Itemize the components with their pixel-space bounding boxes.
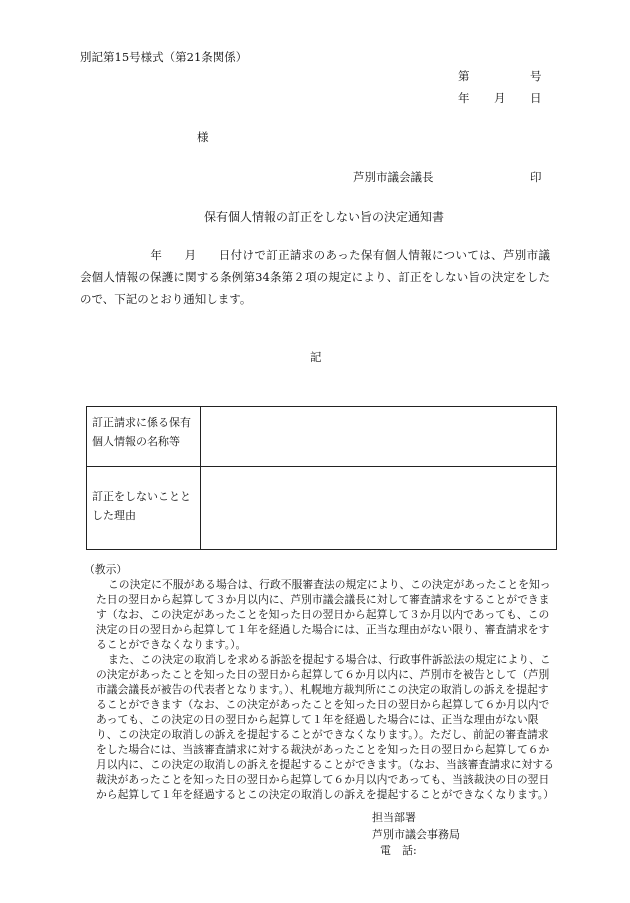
teaching-paragraph-1: この決定に不服がある場合は、行政不服審査法の規定により、この決定があったことを知った日の翌日から起算して３か月以内に、芦別市議会議長に対して審査請求をすることができます（なお、この決定があったことを知った日の翌日から起算して３か月以内であっても、この決定の日の翌日から起算して１年を経過した場合には、正当な理由がない限り、審査請求をすることができなくなります。）。 bbox=[96, 578, 551, 651]
body-month: 月 bbox=[184, 248, 197, 262]
table-value-reason[interactable] bbox=[201, 467, 557, 550]
table-value-name[interactable] bbox=[201, 407, 557, 467]
form-reference: 別記第15号様式（第21条関係） bbox=[80, 50, 248, 64]
seal-mark: 印 bbox=[530, 170, 542, 184]
doc-number-suffix: 号 bbox=[530, 69, 542, 83]
info-table bbox=[86, 406, 557, 550]
date-day: 日 bbox=[530, 91, 542, 105]
sender-name: 芦別市議会議長 bbox=[353, 170, 434, 184]
table-row bbox=[87, 407, 557, 467]
document-title: 保有個人情報の訂正をしない旨の決定通知書 bbox=[204, 210, 445, 224]
table-label-reason: 訂正をしないこととした理由 bbox=[87, 467, 201, 550]
contact-phone-label: 電 話: bbox=[380, 844, 417, 857]
contact-department-label: 担当部署 bbox=[372, 811, 416, 824]
body-paragraph bbox=[80, 244, 550, 310]
recipient-honorific: 様 bbox=[197, 130, 209, 144]
table-label-name: 訂正請求に係る保有個人情報の名称等 bbox=[87, 407, 201, 467]
teaching-section bbox=[84, 562, 556, 802]
date-month: 月 bbox=[494, 91, 506, 105]
body-year: 年 bbox=[150, 248, 163, 262]
teaching-heading: （教示） bbox=[84, 563, 128, 576]
date-year: 年 bbox=[458, 91, 470, 105]
teaching-paragraph-2: また、この決定の取消しを求める訴訟を提起する場合は、行政事件訴訟法の規定により、この決定があったことを知った日の翌日から起算して６か月以内に、芦別市を被告として（芦別市議会議長が被告の代表者となります。）、札幌地方裁判所にこの決定の取消しの訴えを提起することができます（なお、この決定があったことを知った日の翌日から起算して６か月以内であっても、この決定の日の翌日から起算して１年を経過した場合には、正当な理由がない限り、この決定の取消しの訴えを提起することができなくなります。）。ただし、前記の審査請求をした場合には、当該審査請求に対する裁決があったことを知った日の翌日から起算して６か月以内に、この決定の取消しの訴えを提起することができます。（なお、当該審査請求に対する裁決があったことを知った日の翌日から起算して６か月以内であっても、当該裁決の日の翌日から起算して１年を経過するとこの決定の取消しの訴えを提起することができなくなります。） bbox=[96, 653, 554, 801]
body-text: 日付けで訂正請求のあった保有個人情報については、芦別市議会個人情報の保護に関する条例第34条第２項の規定により、訂正をしない旨の決定をしたので、下記のとおり通知します。 bbox=[80, 248, 551, 306]
contact-department: 芦別市議会事務局 bbox=[372, 828, 460, 841]
ki-heading: 記 bbox=[310, 350, 322, 364]
table-row bbox=[87, 467, 557, 550]
doc-number-prefix: 第 bbox=[458, 69, 470, 83]
